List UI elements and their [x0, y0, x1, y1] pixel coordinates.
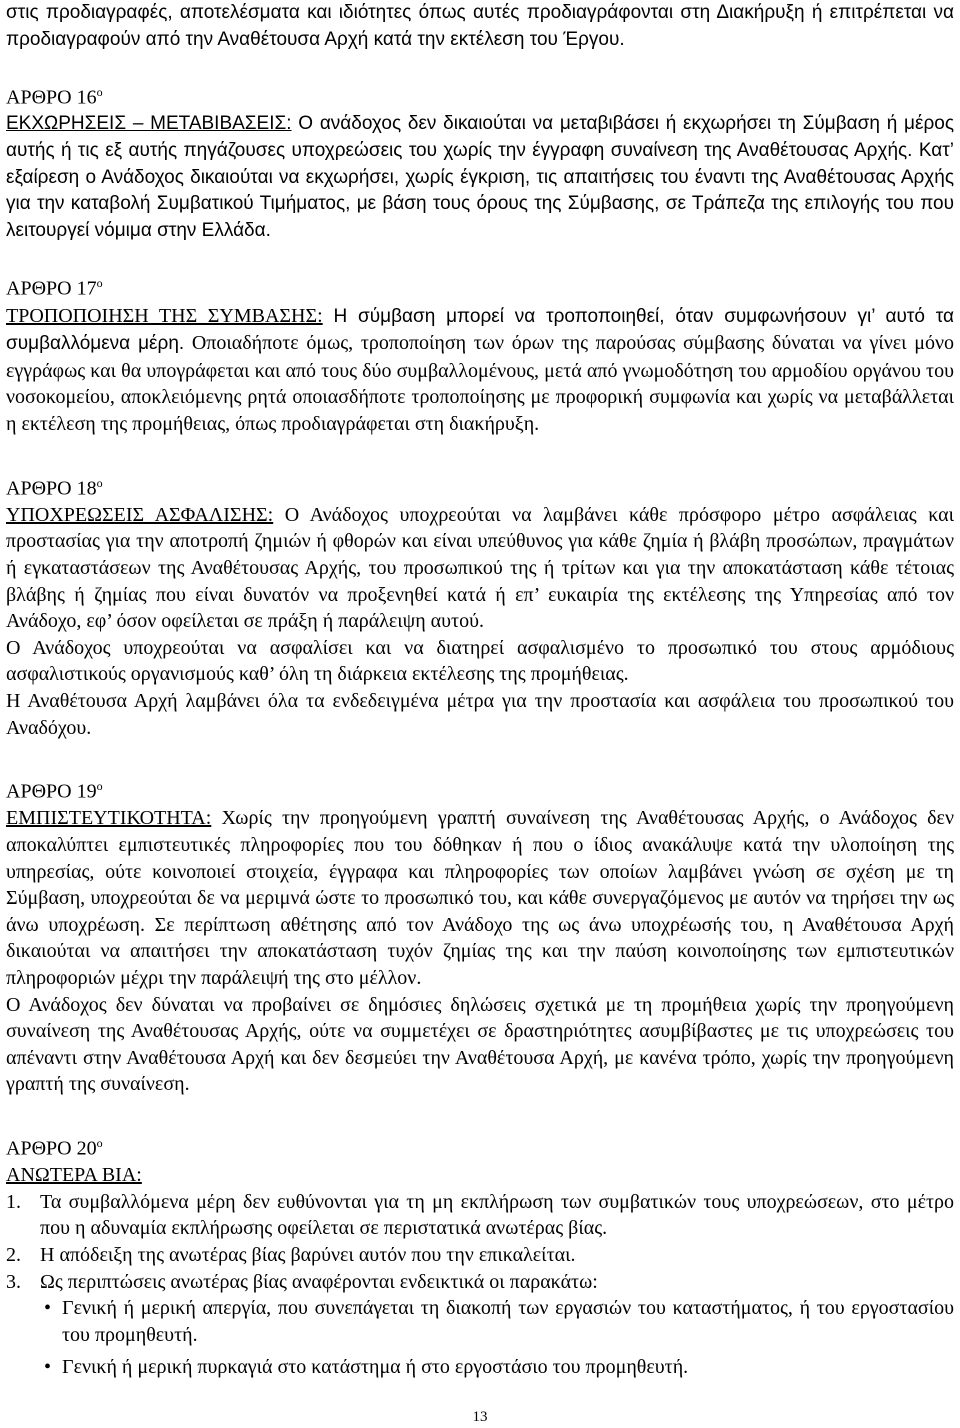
- article-19-ordinal: ο: [96, 779, 103, 794]
- article-17-body: Οποιαδήποτε όμως, τροποποίηση των όρων της παρούσας σύμβασης δύναται να γίνει μόνο εγγράφως και θα υπογράφεται και από τους δύο συμβαλλομένους, μετά από γνωμοδότηση του αρμοδίου οργάνου του νοσοκομείου, αποκλειόμενης ρητά οποιασδήποτε τροποποίησης με προφορική συμφωνία και χωρίς να μεταβάλλεται η εκτέλεση της προμήθειας, όπως προδιαγράφεται στη διακήρυξη.: [6, 332, 954, 436]
- article-19-body: Χωρίς την προηγούμενη γραπτή συναίνεση της Αναθέτουσας Αρχής, ο Ανάδοχος δεν αποκαλύπτει εμπιστευτικές πληροφορίες που του δόθηκαν ή που ο ίδιος ανακάλυψε κατά την υλοποίηση της υπηρεσίας, ούτε κοινοποιεί στοιχεία, έγγραφα και πληροφορίες των οποίων λαμβάνει γνώση σε σχέση με τη Σύμβαση, υποχρεούται δε να μεριμνά ώστε το προσωπικό του, και κάθε συνεργαζόμενος με αυτόν να τηρήσει την ως άνω υποχρέωση. Σε περίπτωση αθέτησης από τον Ανάδοχο της ως άνω υποχρέωσής του, η Αναθέτουσα Αρχή δικαιούται να απαιτήσει την αποκατάσταση τυχόν ζημίας της και την παύση κοινοποίησης των εμπιστευτικών πληροφοριών μέχρι την παράλειψή της στο μέλλον.: [6, 807, 954, 990]
- force-majeure-list: [6, 1189, 954, 1295]
- article-20-number: ΑΡΘΡΟ 20: [6, 1137, 97, 1160]
- article-19-paragraph-2: Ο Ανάδοχος δεν δύναται να προβαίνει σε δημόσιες δηλώσεις σχετικά με τη προμήθεια χωρίς την προηγούμενη συναίνεση της Αναθέτουσας Αρχής, ούτε να συμμετέχει σε δραστηριότητες ασυμβίβαστες με τις υποχρεώσεις του απέναντι στην Αναθέτουσα Αρχή και δεν δεσμεύει την Αναθέτουσα Αρχή, με κανένα τρόπο, χωρίς την προηγούμενη γραπτή της συναίνεση.: [6, 993, 954, 1096]
- list-item-number: 2.: [6, 1244, 21, 1267]
- article-19-heading: [6, 773, 954, 805]
- article-17-paragraph: [6, 303, 954, 438]
- page-number: 13: [472, 1409, 488, 1425]
- article-16-body: Ο ανάδοχος δεν δικαιούται να μεταβιβάσει ή εκχωρήσει τη Σύμβαση ή μέρος αυτής ή τις εξ αυτής πηγάζουσες υποχρεώσεις του χωρίς την έγγραφη συναίνεση της Αναθέτουσας Αρχής. Κατ’ εξαίρεση ο Ανάδοχος δικαιούται να εκχωρήσει, χωρίς έγκριση, τις απαιτήσεις του έναντι της Αναθέτουσας Αρχής για την καταβολή Συμβατικού Τιμήματος, με βάση τους όρους της Σύμβασης, σε Τράπεζα της επιλογής του που λειτουργεί νόμιμα στην Ελλάδα.: [6, 113, 954, 241]
- article-19-title: ΕΜΠΙΣΤΕΥΤΙΚΟΤΗΤΑ:: [6, 807, 212, 830]
- article-17-title: ΤΡΟΠΟΠΟΙΗΣΗ ΤΗΣ ΣΥΜΒΑΣΗΣ:: [6, 304, 323, 327]
- article-18-title: ΥΠΟΧΡΕΩΣΕΙΣ ΑΣΦΑΛΙΣΗΣ:: [6, 503, 274, 526]
- article-16-title: ΕΚΧΩΡΗΣΕΙΣ – ΜΕΤΑΒΙΒΑΣΕΙΣ:: [6, 113, 292, 135]
- intro-paragraph: στις προδιαγραφές, αποτελέσματα και ιδιότητες όπως αυτές προδιαγράφονται στη Διακήρυξη ή επιτρέπεται να προδιαγραφούν από την Αναθέτουσα Αρχή κατά την εκτέλεση του Έργου.: [6, 2, 954, 50]
- article-16-paragraph: [6, 111, 954, 244]
- article-19-number: ΑΡΘΡΟ 19: [6, 780, 97, 803]
- bullet-text: Γενική ή μερική πυρκαγιά στο κατάστημα ή στο εργοστάσιο του προμηθευτή.: [62, 1356, 689, 1379]
- bullet-item: [6, 1354, 954, 1381]
- list-item: [6, 1189, 954, 1242]
- document-page: [6, 0, 954, 1381]
- list-item-text: Η απόδειξη της ανωτέρας βίας βαρύνει αυτόν που την επικαλείται.: [40, 1244, 576, 1267]
- article-20-heading: [6, 1130, 954, 1162]
- bullet-icon: •: [44, 1356, 52, 1379]
- list-item: [6, 1269, 954, 1296]
- list-item-text: Ως περιπτώσεις ανωτέρας βίας αναφέρονται ενδεικτικά οι παρακάτω:: [40, 1270, 598, 1293]
- bullet-text: Γενική ή μερική απεργία, που συνεπάγεται τη διακοπή των εργασιών του καταστήματος, ή του εργοστασίου του προμηθευτή.: [62, 1297, 954, 1346]
- article-17-body-sans: Η σύμβαση μπορεί να τροποποιηθεί, όταν συμφωνήσουν γι’ αυτό τα συμβαλλόμενα μέρη.: [6, 305, 954, 355]
- article-19-paragraph: [6, 805, 954, 991]
- article-18-number: ΑΡΘΡΟ 18: [6, 477, 97, 500]
- article-17-number: ΑΡΘΡΟ 17: [6, 278, 97, 301]
- article-16-heading: [6, 79, 954, 111]
- article-16-ordinal: ο: [96, 85, 103, 100]
- article-16-number: ΑΡΘΡΟ 16: [6, 86, 97, 109]
- article-17-heading: [6, 270, 954, 302]
- article-18-heading: [6, 470, 954, 502]
- spacer: [6, 438, 954, 470]
- article-20-ordinal: ο: [96, 1136, 103, 1150]
- list-item: [6, 1242, 954, 1269]
- spacer: [6, 53, 954, 79]
- list-item-text: Τα συμβαλλόμενα μέρη δεν ευθύνονται για τη μη εκπλήρωση των συμβατικών τους υποχρεώσεων, στο μέτρο που η αδυναμία εκπλήρωσης οφείλεται σε περιστατικά ανωτέρας βίας.: [40, 1190, 954, 1240]
- article-20-title: ΑΝΩΤΕΡΑ ΒΙΑ:: [6, 1164, 142, 1187]
- list-item-number: 1.: [6, 1190, 21, 1213]
- article-18-ordinal: ο: [96, 475, 103, 490]
- article-18-paragraph: [6, 502, 954, 635]
- bullet-icon: •: [44, 1297, 52, 1320]
- force-majeure-examples: [6, 1295, 954, 1381]
- article-18-body: Ο Ανάδοχος υποχρεούται να λαμβάνει κάθε πρόσφορο μέτρο ασφάλειας και προστασίας για την αποτροπή ζημιών ή φθορών και είναι υπεύθυνος για κάθε ζημία ή βλάβη προσώπων, πραγμάτων ή εγκαταστάσεων της Αναθέτουσας Αρχής, του προσωπικού της ή τρίτων και για την αποκατάσταση κάθε τέτοιας βλάβης ή ζημίας που είναι δυνατόν να προξενηθεί κατά ή επ’ ευκαιρία της εκτέλεσης της Υπηρεσίας από τον Ανάδοχο, εφ’ όσον οφείλεται σε πράξη ή παράλειψη αυτού.: [6, 503, 954, 633]
- article-18-paragraph-2: Ο Ανάδοχος υποχρεούται να ασφαλίσει και να διατηρεί ασφαλισμένο το προσωπικό του στους αρμόδιους ασφαλιστικούς οργανισμούς καθ’ όλη τη διάρκεια εκτέλεσης της προμήθειας.: [6, 636, 954, 686]
- list-item-number: 3.: [6, 1270, 21, 1293]
- spacer: [6, 741, 954, 773]
- spacer: [6, 244, 954, 270]
- spacer: [6, 1098, 954, 1130]
- bullet-item: [6, 1295, 954, 1348]
- article-17-ordinal: ο: [96, 276, 103, 291]
- article-18-paragraph-3: Η Αναθέτουσα Αρχή λαμβάνει όλα τα ενδεδειγμένα μέτρα για την προστασία και ασφάλεια του προσωπικού του Αναδόχου.: [6, 690, 954, 739]
